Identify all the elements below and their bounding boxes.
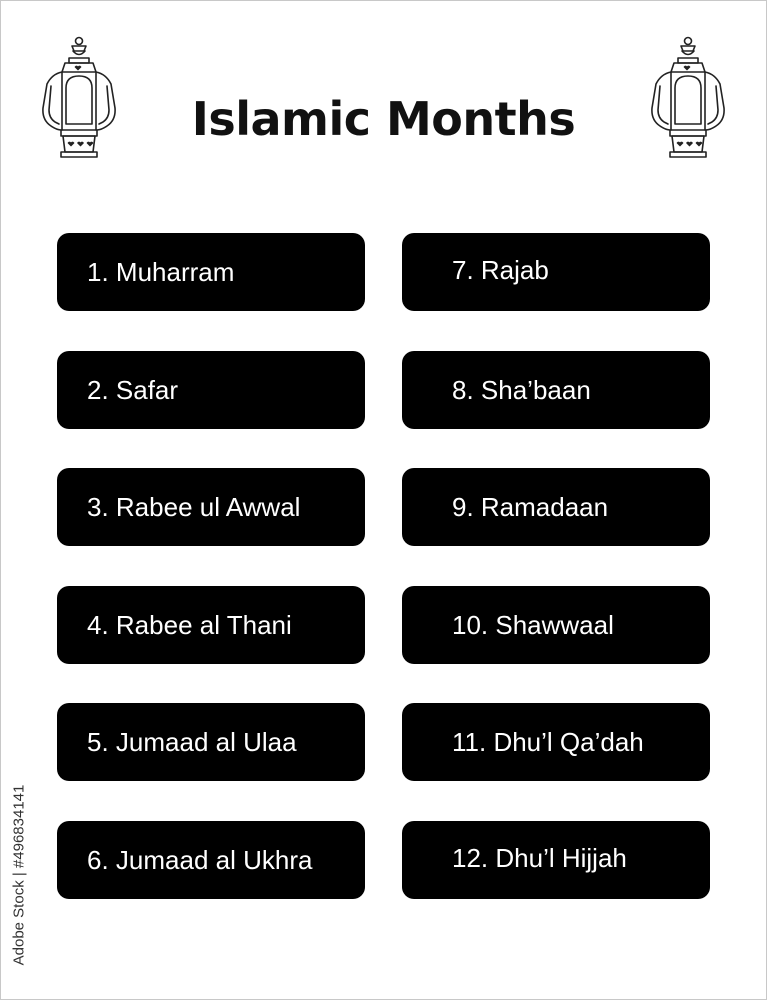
month-card-2: 2. Safar	[57, 351, 365, 429]
page-title: Islamic Months	[191, 92, 576, 146]
month-card-3: 3. Rabee ul Awwal	[57, 468, 365, 546]
month-card-5: 5. Jumaad al Ulaa	[57, 703, 365, 781]
month-card-7: 7. Rajab	[402, 233, 710, 311]
stock-id-text: Adobe Stock | #496834141	[10, 784, 28, 966]
month-card-12: 12. Dhu’l Hijjah	[402, 821, 710, 899]
month-card-4: 4. Rabee al Thani	[57, 586, 365, 664]
month-card-10: 10. Shawwaal	[402, 586, 710, 664]
month-card-11: 11. Dhu’l Qa’dah	[402, 703, 710, 781]
month-card-8: 8. Sha’baan	[402, 351, 710, 429]
stock-id-watermark	[9, 765, 29, 985]
month-card-9: 9. Ramadaan	[402, 468, 710, 546]
month-card-6: 6. Jumaad al Ukhra	[57, 821, 365, 899]
month-card-1: 1. Muharram	[57, 233, 365, 311]
